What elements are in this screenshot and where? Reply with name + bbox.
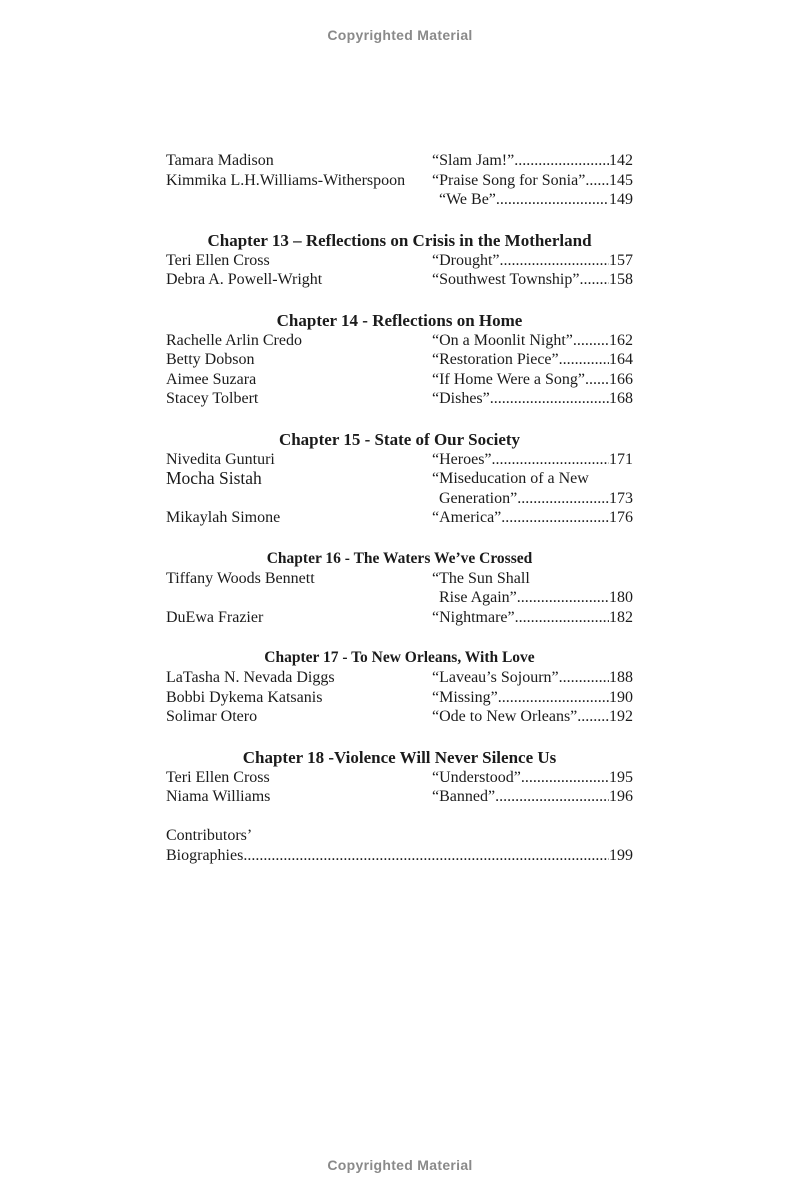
- dot-leader: [585, 370, 609, 390]
- page-number: 180: [609, 589, 633, 606]
- toc-row: [166, 151, 633, 171]
- page-number: 173: [609, 489, 633, 507]
- page-number: 142: [609, 152, 633, 169]
- biographies-row: [166, 846, 633, 866]
- title-cell: [432, 171, 633, 191]
- author-name: Stacey Tolbert: [166, 390, 259, 407]
- toc-row: [166, 171, 633, 191]
- title-cell: [432, 489, 633, 509]
- work-title: “Laveau’s Sojourn”: [432, 669, 559, 686]
- page-number: 199: [609, 846, 633, 864]
- dot-leader: [498, 688, 609, 708]
- toc-row: [166, 707, 633, 727]
- work-title: “Southwest Township”: [432, 271, 580, 288]
- author-name: Solimar Otero: [166, 708, 258, 725]
- contributors-row: [166, 826, 633, 846]
- toc-row: [166, 370, 633, 390]
- dot-leader: [243, 846, 609, 866]
- toc-content: [166, 151, 633, 865]
- toc-row: [166, 489, 633, 509]
- author-name: LaTasha N. Nevada Diggs: [166, 669, 335, 686]
- dot-leader: [500, 251, 609, 271]
- page-number: 192: [609, 708, 633, 725]
- page-number: 166: [609, 370, 633, 388]
- page-number: 176: [609, 509, 633, 526]
- title-cell: [432, 389, 633, 409]
- dot-leader: [514, 151, 609, 171]
- title-cell: [432, 569, 633, 589]
- title-cell: [432, 688, 633, 708]
- toc-row: [166, 508, 633, 528]
- title-cell: [432, 787, 633, 807]
- work-title: “Ode to New Orleans”: [432, 708, 578, 725]
- work-title: “Praise Song for Sonia”: [432, 171, 586, 189]
- author-name: Debra A. Powell-Wright: [166, 271, 323, 288]
- title-cell: [432, 588, 633, 608]
- title-cell: [432, 707, 633, 727]
- page-number: 157: [609, 251, 633, 269]
- author-name: Betty Dobson: [166, 351, 255, 368]
- page-number: 188: [609, 669, 633, 686]
- work-title: “Slam Jam!”: [432, 152, 515, 169]
- work-title: “Banned”: [432, 788, 496, 805]
- toc-row: [166, 668, 633, 688]
- author-name: Kimmika L.H.Williams-Witherspoon: [166, 171, 406, 189]
- chapter-heading: Chapter 13 – Reflections on Crisis in the Motherland: [207, 230, 592, 250]
- dot-leader: [579, 270, 609, 290]
- toc-row: [166, 569, 633, 589]
- toc-row: [166, 350, 633, 370]
- dot-leader: [559, 668, 609, 688]
- page-number: 196: [609, 788, 633, 805]
- toc-row: [166, 608, 633, 628]
- copyright-banner-top: Copyrighted Material: [327, 27, 473, 43]
- page-number: 182: [609, 608, 633, 626]
- author-name: Tamara Madison: [166, 152, 274, 169]
- title-cell: [432, 608, 633, 628]
- toc-row: [166, 588, 633, 608]
- page-number: 171: [609, 450, 633, 468]
- title-cell: [432, 270, 633, 290]
- toc-row: [166, 688, 633, 708]
- author-name: DuEwa Frazier: [166, 608, 264, 626]
- dot-leader: [517, 588, 609, 608]
- author-name: [166, 489, 432, 509]
- page-number: 195: [609, 768, 633, 786]
- contributors-label: Contributors’: [166, 827, 253, 844]
- work-title: “Nightmare”: [432, 608, 515, 626]
- work-title: “If Home Were a Song”: [432, 370, 586, 388]
- toc-row: [166, 389, 633, 409]
- work-title: “Miseducation of a New: [432, 470, 589, 487]
- page-number: 145: [609, 171, 633, 189]
- toc-row: [166, 469, 633, 489]
- page-number: 158: [609, 271, 633, 288]
- author-name: Nivedita Gunturi: [166, 450, 275, 468]
- toc-row: [166, 450, 633, 470]
- chapter-heading: Chapter 15 - State of Our Society: [278, 429, 521, 449]
- title-cell: [432, 251, 633, 271]
- title-cell: [432, 370, 633, 390]
- title-cell: [432, 350, 633, 370]
- work-title: “America”: [432, 509, 502, 526]
- dot-leader: [501, 508, 609, 528]
- chapter-heading: Chapter 18 -Violence Will Never Silence Us: [242, 747, 557, 767]
- work-title: Generation”: [439, 489, 518, 507]
- work-title: “Understood”: [432, 768, 521, 786]
- dot-leader: [585, 171, 609, 191]
- dot-leader: [521, 768, 609, 788]
- author-name: Niama Williams: [166, 788, 271, 805]
- author-name: Rachelle Arlin Credo: [166, 331, 302, 349]
- dot-leader: [573, 331, 609, 351]
- toc-row: [166, 270, 633, 290]
- title-cell: [432, 508, 633, 528]
- work-title: “Restoration Piece”: [432, 351, 559, 368]
- page-number: 149: [609, 191, 633, 208]
- author-name: [166, 190, 432, 210]
- author-name: Aimee Suzara: [166, 370, 257, 388]
- toc-row: [166, 331, 633, 351]
- author-name: Mikaylah Simone: [166, 509, 281, 526]
- dot-leader: [495, 787, 609, 807]
- title-cell: [432, 469, 633, 489]
- chapter-heading: Chapter 17 - To New Orleans, With Love: [264, 649, 535, 666]
- author-name: Teri Ellen Cross: [166, 768, 270, 786]
- title-cell: [432, 190, 633, 210]
- author-name: Tiffany Woods Bennett: [166, 569, 315, 587]
- work-title: “We Be”: [439, 191, 496, 208]
- toc-row: [166, 768, 633, 788]
- title-cell: [432, 768, 633, 788]
- toc-row: [166, 251, 633, 271]
- dot-leader: [517, 489, 609, 509]
- work-title: “Heroes”: [432, 450, 492, 468]
- author-name: Mocha Sistah: [166, 468, 262, 488]
- dot-leader: [515, 608, 609, 628]
- author-name: Teri Ellen Cross: [166, 251, 270, 269]
- copyright-banner-bottom: Copyrighted Material: [327, 1157, 473, 1173]
- page-number: 164: [609, 351, 633, 368]
- title-cell: [432, 331, 633, 351]
- title-cell: [432, 450, 633, 470]
- page-number: 162: [609, 331, 633, 349]
- title-cell: [432, 668, 633, 688]
- chapter-heading: Chapter 14 - Reflections on Home: [276, 310, 523, 330]
- dot-leader: [496, 190, 609, 210]
- author-name: Bobbi Dykema Katsanis: [166, 688, 323, 706]
- author-name: [166, 588, 432, 608]
- page-number: 168: [609, 390, 633, 407]
- title-cell: [432, 151, 633, 171]
- dot-leader: [492, 450, 609, 470]
- dot-leader: [559, 350, 609, 370]
- dot-leader: [577, 707, 609, 727]
- toc-row: [166, 190, 633, 210]
- work-title: “The Sun Shall: [432, 569, 530, 587]
- page-number: 190: [609, 688, 633, 706]
- work-title: “On a Moonlit Night”: [432, 331, 573, 349]
- work-title: “Drought”: [432, 251, 500, 269]
- work-title: “Missing”: [432, 688, 498, 706]
- dot-leader: [490, 389, 609, 409]
- toc-row: [166, 787, 633, 807]
- work-title: “Dishes”: [432, 390, 490, 407]
- biographies-label: Biographies: [166, 846, 244, 864]
- chapter-heading: Chapter 16 - The Waters We’ve Crossed: [266, 549, 533, 567]
- work-title: Rise Again”: [439, 589, 517, 606]
